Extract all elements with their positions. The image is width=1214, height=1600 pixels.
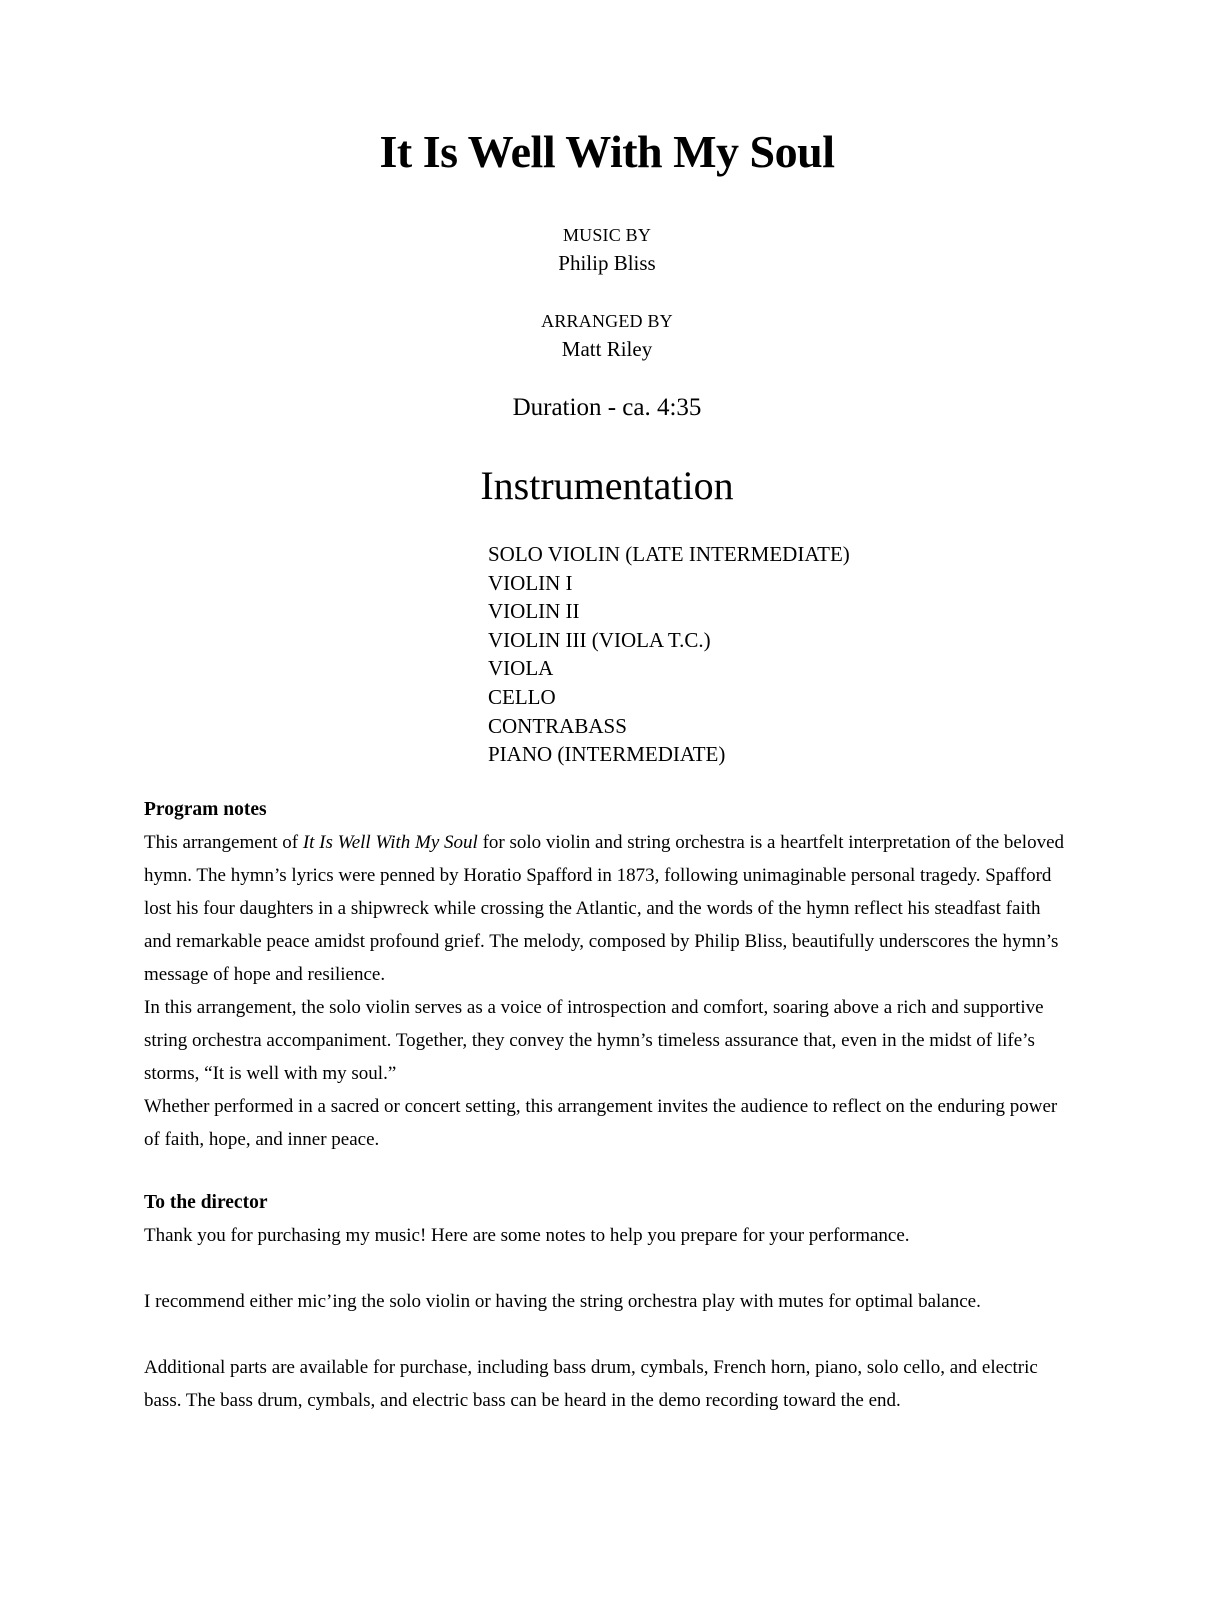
instrument-item-solo-violin: SOLO VIOLIN (LATE INTERMEDIATE) xyxy=(488,542,850,566)
credits-block xyxy=(0,222,1214,364)
instrument-item-piano: PIANO (INTERMEDIATE) xyxy=(488,742,726,767)
notes-section xyxy=(144,793,1072,1417)
program-notes-work-title: It Is Well With My Soul xyxy=(302,831,478,853)
instrument-item-contrabass: CONTRABASS xyxy=(488,713,627,738)
program-notes-paragraph-1 xyxy=(144,826,1072,991)
instrumentation-heading: Instrumentation xyxy=(480,463,734,508)
program-notes-paragraph-2: In this arrangement, the solo violin serves as a voice of introspection and comfort, soaring above a rich and supportive string orchestra accompaniment. Together, they convey the hymn’s timeless assurance that, even in the midst of life’s storms, “It is well with my soul.” xyxy=(144,996,1044,1084)
duration-text: Duration - ca. 4:35 xyxy=(512,394,702,421)
arranged-by-label: ARRANGED BY xyxy=(541,311,673,331)
program-notes-paragraph-1-suffix: for solo violin and string orchestra is a heartfelt interpretation of the beloved hymn. The hymn’s lyrics were penned by Horatio Spafford in 1873, following unimaginable personal tragedy. Spafford lost his four daughters in a shipwreck while crossing the Atlantic, and the words of the hymn reflect his steadfast faith and remarkable peace amidst profound grief. The melody, composed by Philip Bliss, beautifully underscores the hymn’s message of hope and resilience. xyxy=(144,831,1065,985)
music-by-label: MUSIC BY xyxy=(562,225,652,245)
page-title: It Is Well With My Soul xyxy=(379,126,835,177)
music-credit xyxy=(0,222,1214,278)
program-notes-heading: Program notes xyxy=(144,798,267,820)
arranger-credit xyxy=(0,308,1214,364)
instrument-item-viola: VIOLA xyxy=(488,656,554,681)
director-notes-paragraph-1: Thank you for purchasing my music! Here are some notes to help you prepare for your performance. xyxy=(144,1224,910,1246)
program-notes-paragraph-1-prefix: This arrangement of xyxy=(144,831,303,853)
instrumentation-list xyxy=(0,540,1214,769)
instrument-item-violin-2: VIOLIN II xyxy=(488,599,580,624)
instrument-item-violin-3: VIOLIN III (VIOLA T.C.) xyxy=(488,627,711,652)
director-notes-paragraph-2: I recommend either mic’ing the solo violin or having the string orchestra play with mutes for optimal balance. xyxy=(144,1290,981,1312)
composer-name: Philip Bliss xyxy=(558,251,656,275)
director-notes-paragraph-3: Additional parts are available for purchase, including bass drum, cymbals, French horn, piano, solo cello, and electric bass. The bass drum, cymbals, and electric bass can be heard in the demo recording toward the end. xyxy=(144,1356,1038,1411)
arranger-name: Matt Riley xyxy=(561,337,653,361)
instrument-item-violin-1: VIOLIN I xyxy=(488,570,573,595)
instrument-item-cello: CELLO xyxy=(488,684,556,709)
director-notes-heading: To the director xyxy=(144,1191,268,1213)
program-notes-paragraph-3: Whether performed in a sacred or concert setting, this arrangement invites the audience to reflect on the enduring power of faith, hope, and inner peace. xyxy=(144,1095,1058,1150)
